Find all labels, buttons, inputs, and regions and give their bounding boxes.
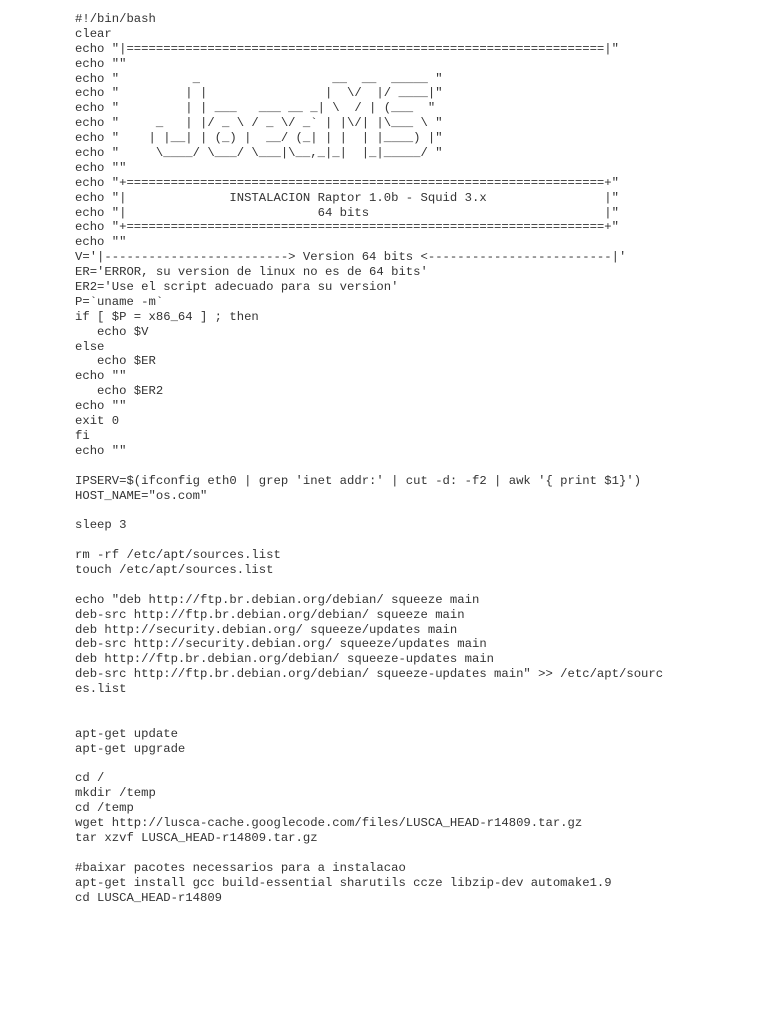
- script-line: apt-get upgrade: [75, 741, 186, 756]
- script-line: fi: [75, 428, 90, 443]
- script-line: ER='ERROR, su version de linux no es de 64 bits': [75, 265, 428, 280]
- script-line: echo "": [75, 369, 127, 384]
- script-line: [75, 578, 735, 593]
- script-line: echo "+=================================================================+": [75, 175, 619, 190]
- script-line: echo " | | | \/ |/ ____|": [75, 86, 443, 101]
- script-line: deb-src http://security.debian.org/ squeeze/updates main: [75, 637, 487, 652]
- script-line: ER2='Use el script adecuado para su version': [75, 280, 399, 295]
- script-line: exit 0: [75, 414, 120, 429]
- script-line: deb-src http://ftp.br.debian.org/debian/ squeeze main: [75, 607, 465, 622]
- script-line: touch /etc/apt/sources.list: [75, 562, 274, 577]
- script-line: mkdir /temp: [75, 786, 156, 801]
- script-line: echo $ER2: [75, 384, 164, 399]
- script-line: echo " _ __ __ _____ ": [75, 71, 443, 86]
- script-line: deb http://security.debian.org/ squeeze/updates main: [75, 622, 458, 637]
- script-line: tar xzvf LUSCA_HEAD-r14809.tar.gz: [75, 830, 318, 845]
- script-line: echo $V: [75, 324, 149, 339]
- script-line: echo "": [75, 443, 127, 458]
- script-line: [75, 503, 735, 518]
- script-line: [75, 533, 735, 548]
- script-line: IPSERV=$(ifconfig eth0 | grep 'inet addr:' | cut -d: -f2 | awk '{ print $1}'): [75, 473, 642, 488]
- script-line: sleep 3: [75, 518, 127, 533]
- script-line: echo " | | ___ ___ __ _| \ / | (___ ": [75, 101, 436, 116]
- script-line: #!/bin/bash: [75, 12, 156, 26]
- script-line: wget http://lusca-cache.googlecode.com/files/LUSCA_HEAD-r14809.tar.gz: [75, 816, 583, 831]
- script-line: cd /: [75, 771, 105, 786]
- script-line: echo "": [75, 160, 127, 175]
- script-line: HOST_NAME="os.com": [75, 488, 208, 503]
- script-line: P=`uname -m`: [75, 294, 164, 309]
- script-listing: [75, 12, 735, 905]
- script-line: rm -rf /etc/apt/sources.list: [75, 548, 281, 563]
- script-line: clear: [75, 26, 112, 41]
- script-line: [75, 757, 735, 772]
- script-line: [75, 846, 735, 861]
- script-line: V='|-------------------------> Version 64 bits <-------------------------|': [75, 250, 627, 265]
- script-line: cd LUSCA_HEAD-r14809: [75, 890, 223, 905]
- script-line: echo "| INSTALACION Raptor 1.0b - Squid 3.x |": [75, 190, 619, 205]
- script-line: echo " \____/ \___/ \___|\__,_|_| |_|_____/ ": [75, 146, 443, 161]
- script-line: echo " | |__| | (_) | __/ (_| | | | |____) |": [75, 131, 443, 146]
- script-line: echo "": [75, 56, 127, 71]
- script-line: deb-src http://ftp.br.debian.org/debian/ squeeze-updates main" >> /etc/apt/sourc: [75, 667, 664, 682]
- script-line: cd /temp: [75, 801, 134, 816]
- script-line: echo $ER: [75, 354, 156, 369]
- script-line: if [ $P = x86_64 ] ; then: [75, 309, 259, 324]
- script-line: #baixar pacotes necessarios para a instalacao: [75, 860, 406, 875]
- script-line: echo "deb http://ftp.br.debian.org/debian/ squeeze main: [75, 592, 480, 607]
- script-line: deb http://ftp.br.debian.org/debian/ squeeze-updates main: [75, 652, 495, 667]
- script-line: echo "": [75, 399, 127, 414]
- script-line: echo "| 64 bits |": [75, 205, 619, 220]
- script-line: [75, 712, 735, 727]
- script-line: else: [75, 339, 105, 354]
- script-line: [75, 697, 735, 712]
- script-line: [75, 459, 735, 474]
- script-line: echo "|=================================================================|": [75, 41, 619, 56]
- script-line: echo " _ | |/ _ \ / _ \/ _` | |\/| |\___ \ ": [75, 116, 443, 131]
- script-line: echo "+=================================================================+": [75, 220, 619, 235]
- script-line: es.list: [75, 682, 127, 697]
- script-line: apt-get install gcc build-essential sharutils ccze libzip-dev automake1.9: [75, 875, 612, 890]
- script-line: echo "": [75, 235, 127, 250]
- script-line: apt-get update: [75, 726, 178, 741]
